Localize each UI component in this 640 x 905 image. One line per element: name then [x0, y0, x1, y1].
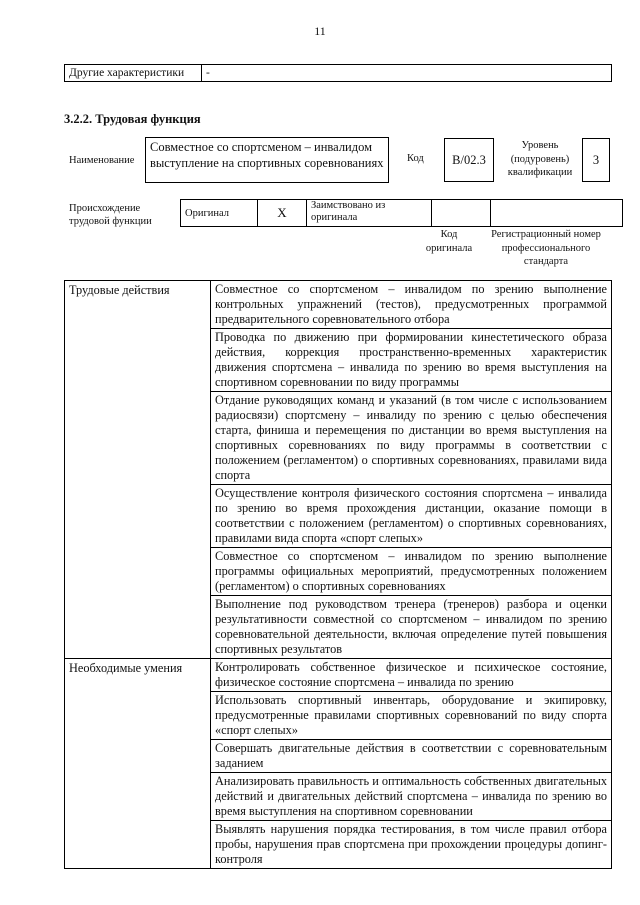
skill-item: Контролировать собственное физическое и психическое состояние, физическое состояние спортсмена – инвалида по зрению [211, 659, 612, 692]
origin-table [180, 199, 623, 227]
code-label: Код [407, 153, 424, 164]
other-characteristics-label: Другие характеристики [65, 65, 202, 82]
other-characteristics-value: - [202, 65, 612, 82]
skill-item: Использовать спортивный инвентарь, оборудование и экипировку, предусмотренные правилами спортивных соревнований по виду спорта «спорт слепых» [211, 692, 612, 740]
function-name-box: Совместное со спортсменом – инвалидом выступление на спортивных соревнованиях [145, 137, 389, 183]
action-item: Проводка по движению при формировании кинестетического образа действия, коррекция пространственно-временных характеристик движения спортсмена – инвалида по зрению во время выступления на спортивном соревновании по виду программы [211, 329, 612, 392]
original-label: Оригинал [181, 200, 258, 227]
skill-item: Анализировать правильность и оптимальность собственных двигательных действий и двигательных действий спортсмена – инвалида по зрению во время выступления на спортивном соревновании [211, 773, 612, 821]
action-item: Выполнение под руководством тренера (тренеров) разбора и оценки результативности совместной со спортсменом – инвалидом по зрению соревновательной деятельности, включая определение путей повышения спортивных результатов [211, 596, 612, 659]
original-code-caption: Код оригинала [425, 229, 473, 254]
table-row [65, 659, 612, 692]
section-title: 3.2.2. Трудовая функция [64, 112, 201, 126]
page-number: 11 [314, 24, 326, 38]
action-item: Осуществление контроля физического состояния спортсмена – инвалида по зрению во время прохождения дистанции, оказание помощи в соответствии с положением (регламентом) о спортивных соревнованиях, правилами вида спорта «спорт слепых» [211, 485, 612, 548]
registration-number-caption: Регистрационный номер профессионального стандарта [491, 229, 601, 267]
labor-function-table [64, 280, 612, 869]
skills-title: Необходимые умения [65, 659, 211, 869]
function-code-box: B/02.3 [444, 138, 494, 182]
registration-number-cell [491, 200, 623, 227]
origin-label: Происхождение трудовой функции [69, 203, 152, 227]
skill-item: Выявлять нарушения порядка тестирования, в том числе правил отбора пробы, нарушения прав спортсмена при прохождении процедуры допинг-контроля [211, 821, 612, 869]
level-label: Уровень (подуровень) квалификации [507, 140, 573, 178]
name-label: Наименование [69, 155, 135, 166]
original-mark: X [258, 200, 307, 227]
table-row [65, 281, 612, 329]
action-item: Совместное со спортсменом – инвалидом по зрению выполнение контрольных упражнений (тестов), предусмотренных программой предварительного соревновательного отбора [211, 281, 612, 329]
actions-title: Трудовые действия [65, 281, 211, 659]
borrowed-label: Заимствовано из оригинала [307, 200, 432, 227]
skill-item: Совершать двигательные действия в соответствии с соревновательным заданием [211, 740, 612, 773]
function-level-box: 3 [582, 138, 610, 182]
other-characteristics-table [64, 64, 612, 82]
original-code-cell [432, 200, 491, 227]
action-item: Отдание руководящих команд и указаний (в том числе с использованием радиосвязи) спортсмену – инвалиду по зрению с целью обеспечения старта, финиша и перемещения по дистанции во время выступления на спортивных соревнованиях по виду программы в соответствии с положением (регламентом) о спортивных соревнованиях, правилами вида спорта [211, 392, 612, 485]
action-item: Совместное со спортсменом – инвалидом по зрению выполнение программы официальных мероприятий, предусмотренных положением (регламентом) о спортивных соревнованиях [211, 548, 612, 596]
